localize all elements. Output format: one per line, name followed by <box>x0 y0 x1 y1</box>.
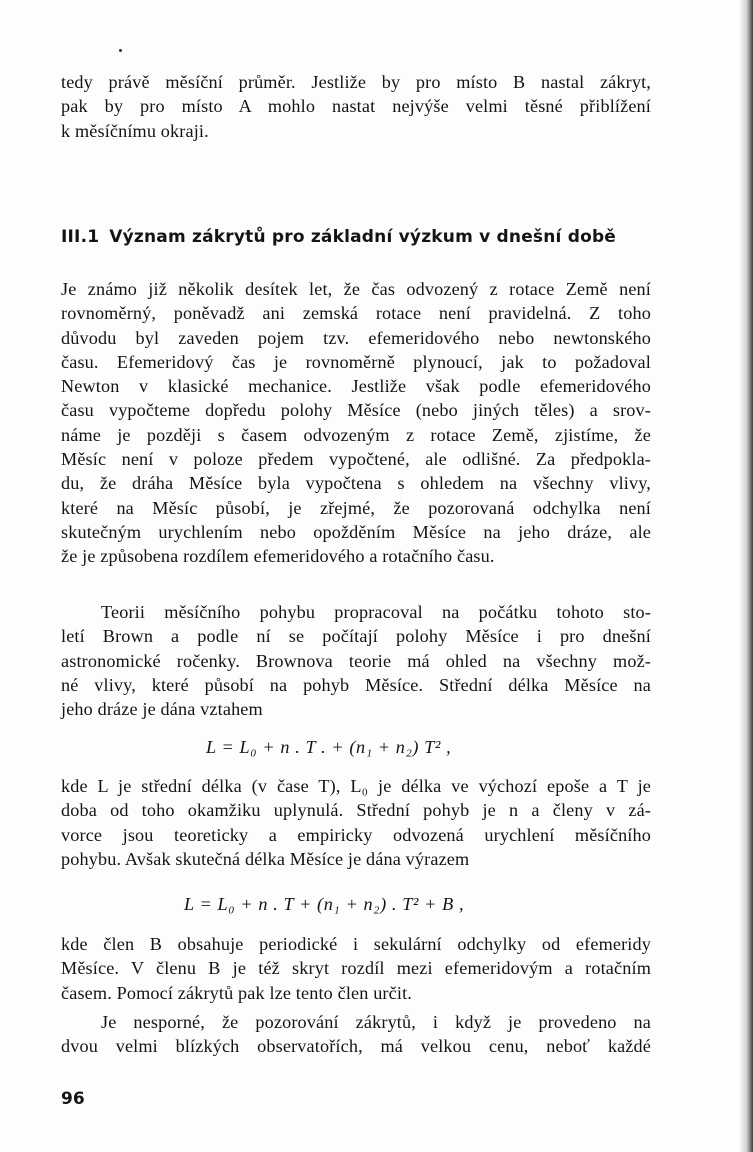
text-line: letí Brown a podle ní se počítají polohy Měsíce i pro dnešní <box>61 626 651 647</box>
text-line: tedy právě měsíční průměr. Jestliže by pro místo B nastal zákryt, <box>61 72 651 92</box>
text-line: jeho dráze je dána vztahem <box>61 699 263 720</box>
section-title: Význam zákrytů pro základní výzkum v dnešní době <box>109 227 617 247</box>
paragraph-continuation <box>61 70 651 143</box>
text-line: astronomické ročenky. Brownova teorie má ohled na všechny mož- <box>61 650 651 671</box>
paragraph-ephemeris-time <box>61 277 651 569</box>
paragraph-formula-explanation <box>61 774 651 871</box>
text-line: Teorii měsíčního pohybu propracoval na počátku tohoto sto- <box>101 602 651 622</box>
text-line: času vypočteme dopředu polohy Měsíce (nebo jiných těles) a srov- <box>61 400 651 421</box>
text-line: né vlivy, které působí na pohyb Měsíce. Střední délka Měsíce na <box>61 674 651 695</box>
text-line: pak by pro místo A mohlo nastat nejvýše velmi těsné přiblížení <box>61 96 651 117</box>
text-line: kde L je střední délka (v čase T), L₀ je délka ve výchozí epoše a T je <box>61 776 651 796</box>
text-line: kde člen B obsahuje periodické i sekulární odchylky od efemeridy <box>61 934 651 954</box>
print-speck <box>119 49 122 52</box>
text-line: du, že dráha Měsíce byla vypočtena s ohledem na všechny vlivy, <box>61 473 651 494</box>
page-number: 96 <box>61 1089 85 1109</box>
text-line: časem. Pomocí zákrytů pak lze tento člen určit. <box>61 982 412 1003</box>
text-line: času. Efemeridový čas je rovnoměrně plynoucí, jak to požadoval <box>61 351 651 372</box>
section-heading <box>61 227 616 247</box>
text-line: rovnoměrný, poněvadž ani zemská rotace není pravidelná. Z toho <box>61 303 651 324</box>
text-line: které na Měsíc působí, je zřejmé, že pozorovaná odchylka není <box>61 497 651 518</box>
section-number: III.1 <box>61 227 100 247</box>
text-line: Měsíce. V členu B je též skryt rozdíl mezi efemeridovým a rotačním <box>61 958 651 979</box>
paragraph-term-b <box>61 932 651 1005</box>
paragraph-brown-theory <box>61 600 651 721</box>
text-line: náme je později s časem odvozeným z rotace Země, zjistíme, že <box>61 424 651 445</box>
text-line: Měsíc není v poloze předem vypočtené, ale odlišné. Za předpokla- <box>61 449 651 470</box>
text-line: vorce jsou teoreticky a empiricky odvozená urychlení měsíčního <box>61 824 651 845</box>
text-line: že je způsobena rozdílem efemeridového a rotačního času. <box>61 546 495 567</box>
page-edge-shadow <box>739 0 753 1152</box>
text-line: důvodu byl zaveden pojem tzv. efemeridového nebo newtonského <box>61 327 651 348</box>
text-line: k měsíčnímu okraji. <box>61 120 209 141</box>
formula-mean-longitude: L = L₀ + n . T . + (n₁ + n₂) T² , <box>206 737 452 757</box>
text-line: Je známo již několik desítek let, že čas odvozený z rotace Země není <box>61 279 651 299</box>
text-line: skutečným urychlením nebo opožděním Měsíce na jeho dráze, ale <box>61 521 651 542</box>
paragraph-occultation-value <box>61 1010 651 1059</box>
text-line: Je nesporné, že pozorování zákrytů, i když je provedeno na <box>101 1012 651 1032</box>
formula-true-longitude: L = L₀ + n . T + (n₁ + n₂) . T² + B , <box>184 894 465 914</box>
text-line: pohybu. Avšak skutečná délka Měsíce je dána výrazem <box>61 848 470 869</box>
text-line: Newton v klasické mechanice. Jestliže však podle efemeridového <box>61 376 651 397</box>
text-line: doba od toho okamžiku uplynulá. Střední pohyb je n a členy v zá- <box>61 800 651 821</box>
text-line: dvou velmi blízkých observatořích, má velkou cenu, neboť každé <box>61 1036 651 1057</box>
